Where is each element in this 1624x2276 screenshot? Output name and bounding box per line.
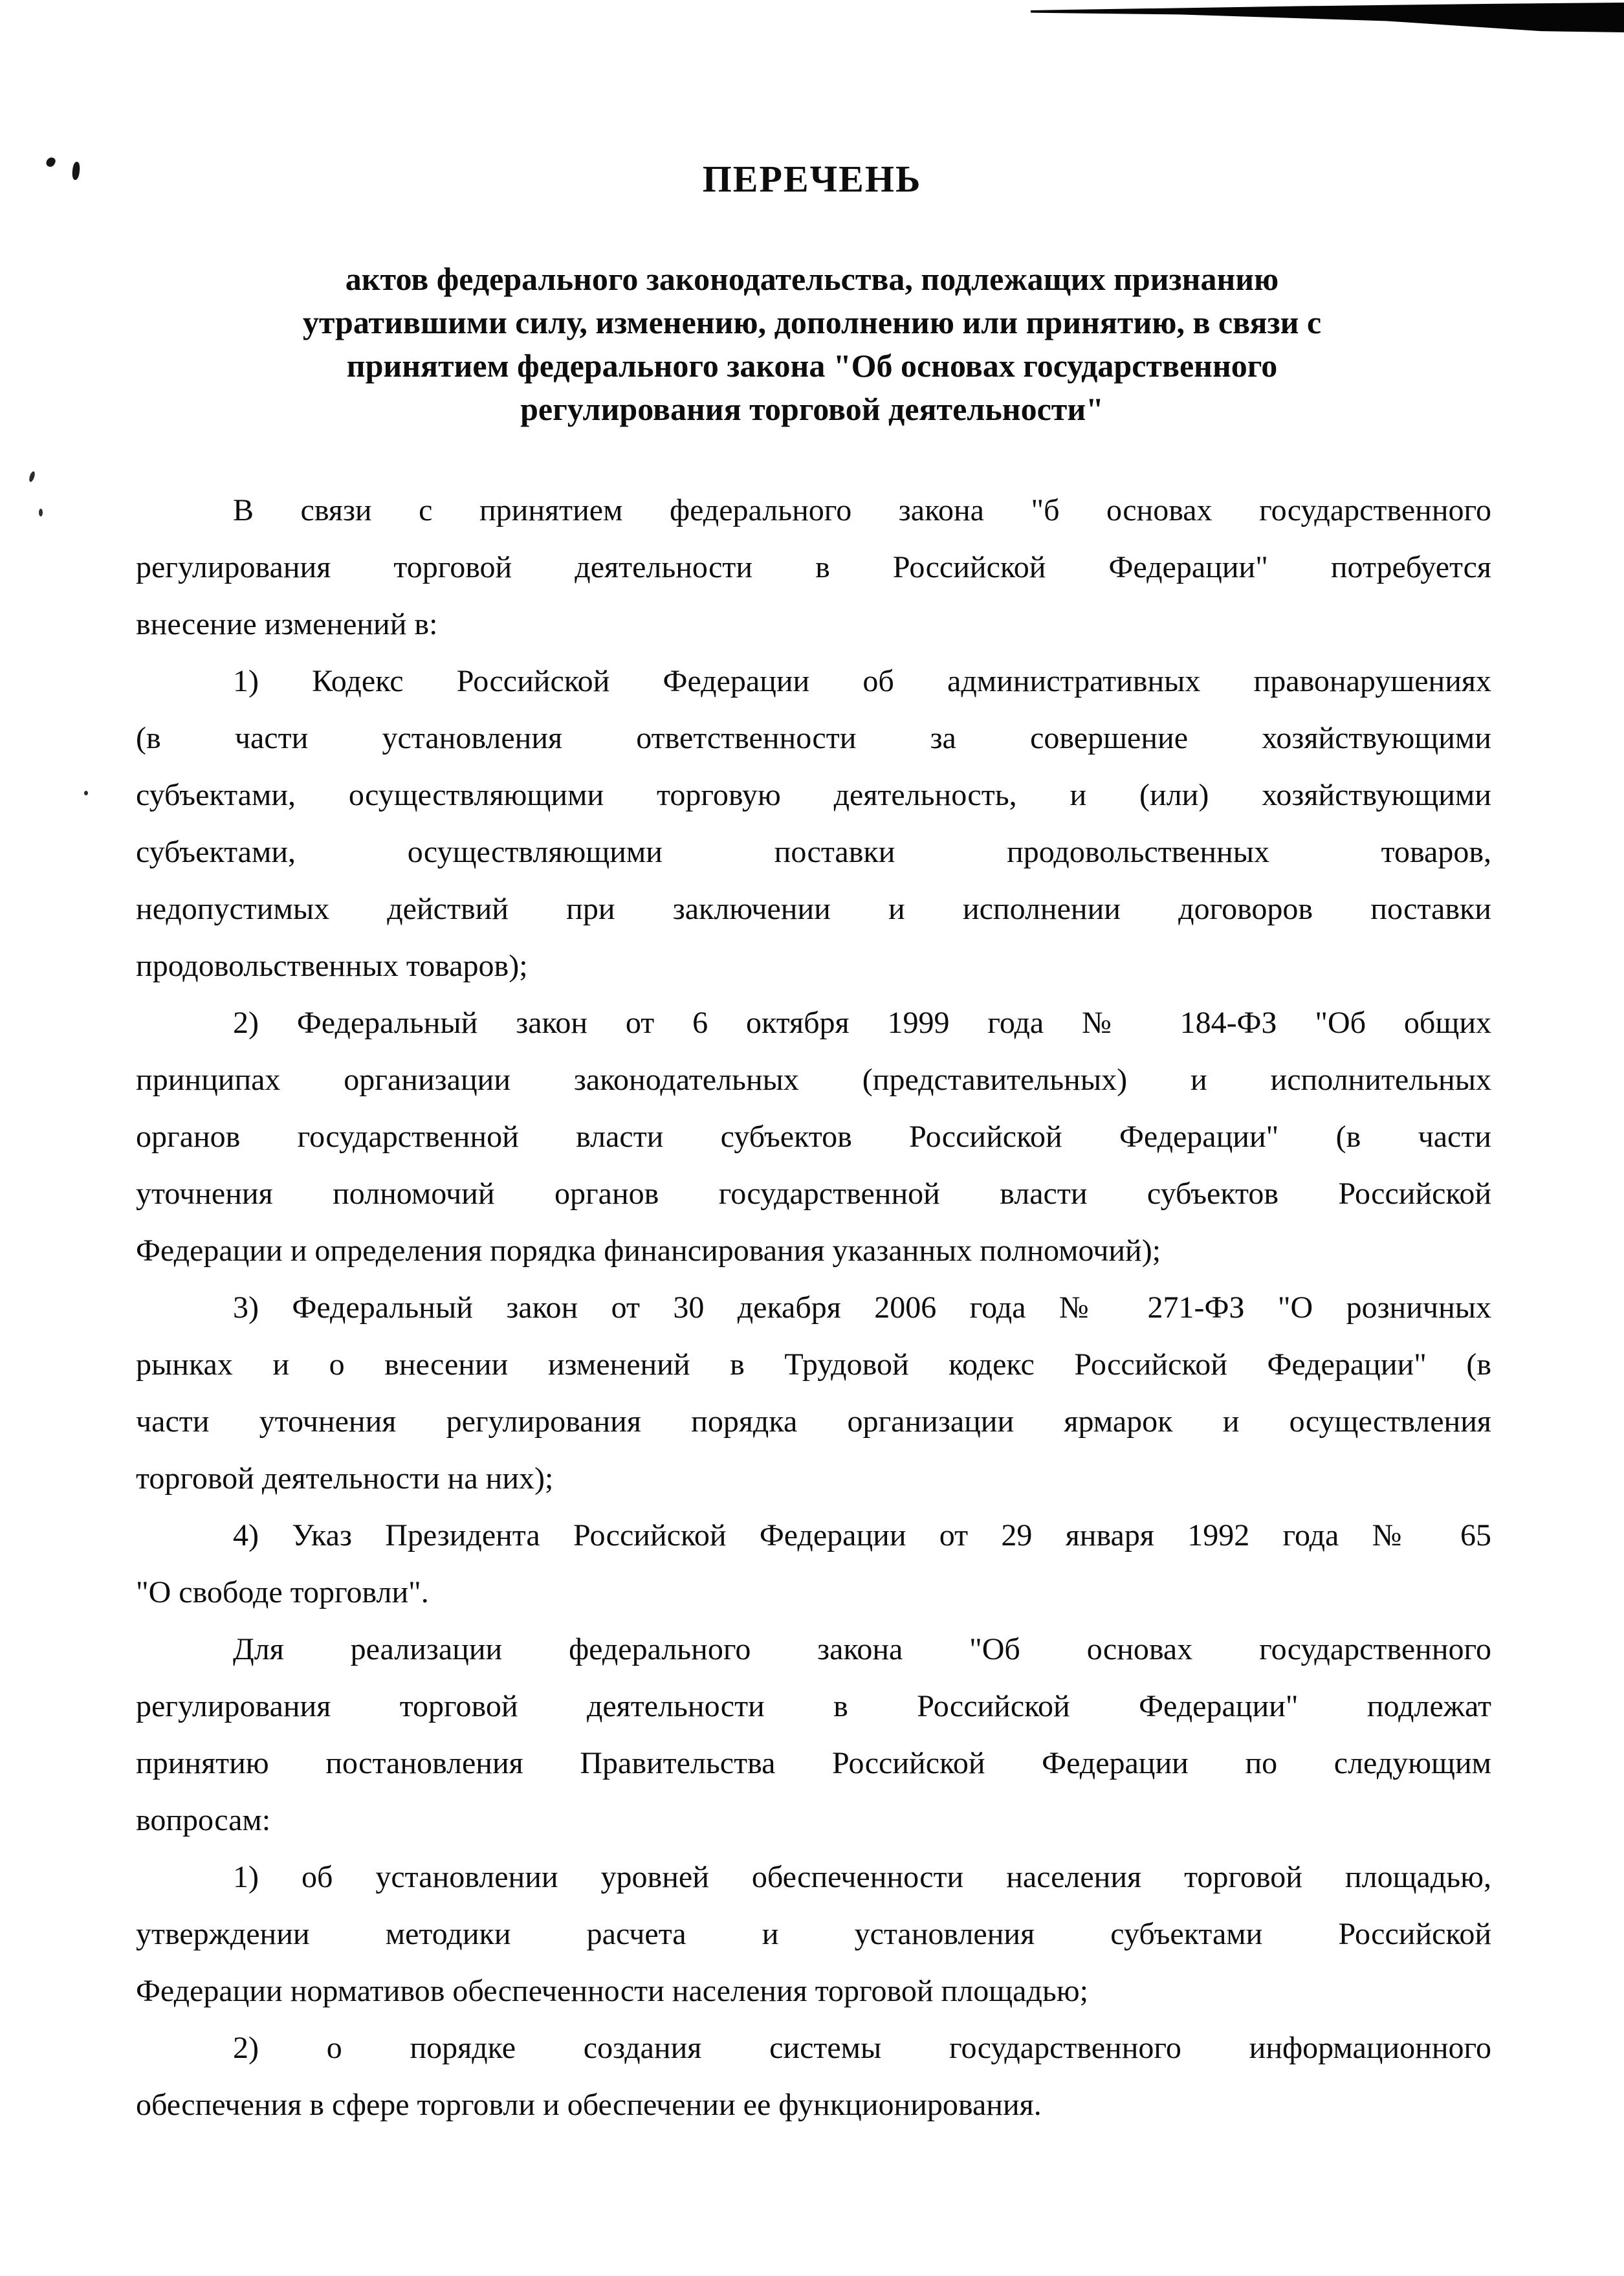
subtitle-line: утратившими силу, изменению, дополнению или принятию, в связи с xyxy=(302,304,1322,340)
paragraph-item-4 xyxy=(136,1507,1491,1621)
paragraph-question-1 xyxy=(136,1849,1491,2020)
scan-artifact-top-right xyxy=(1031,3,1624,32)
subtitle-line: принятием федерального закона "Об основах государственного xyxy=(346,348,1278,384)
paragraph-implementation xyxy=(136,1621,1491,1849)
text-line: уточнения полномочий органов государственной власти субъектов Российской xyxy=(136,1177,1491,1211)
text-line: торговой деятельности на них); xyxy=(136,1461,554,1496)
text-line: недопустимых действий при заключении и исполнении договоров поставки xyxy=(136,892,1491,926)
text-line: субъектами, осуществляющими поставки продовольственных товаров, xyxy=(136,835,1491,869)
text-line: 2) Федеральный закон от 6 октября 1999 года № 184-ФЗ "Об общих xyxy=(233,1006,1491,1040)
text-line: продовольственных товаров); xyxy=(136,949,528,983)
text-line: 3) Федеральный закон от 30 декабря 2006 года № 271-ФЗ "О розничных xyxy=(233,1290,1491,1325)
paragraph-item-3 xyxy=(136,1279,1491,1507)
text-line: регулирования торговой деятельности в Российской Федерации" подлежат xyxy=(136,1689,1491,1723)
text-line: органов государственной власти субъектов Российской Федерации" (в части xyxy=(136,1120,1491,1154)
text-line: 2) о порядке создания системы государственного информационного xyxy=(233,2031,1491,2065)
paragraph-item-1 xyxy=(136,653,1491,995)
document-subtitle xyxy=(230,258,1394,431)
ink-speck xyxy=(28,470,36,482)
subtitle-line: регулирования торговой деятельности" xyxy=(520,391,1104,427)
text-line: части уточнения регулирования порядка организации ярмарок и осуществления xyxy=(136,1404,1491,1439)
ink-speck xyxy=(39,509,43,516)
text-line: вопросам: xyxy=(136,1803,271,1837)
text-line: регулирования торговой деятельности в Российской Федерации" потребуется xyxy=(136,550,1491,584)
paragraph-intro xyxy=(136,482,1491,653)
text-line: субъектами, осуществляющими торговую деятельность, и (или) хозяйствующими xyxy=(136,778,1491,812)
text-line: 1) об установлении уровней обеспеченности населения торговой площадью, xyxy=(233,1860,1491,1894)
text-line: 4) Указ Президента Российской Федерации от 29 января 1992 года № 65 xyxy=(233,1518,1491,1552)
ink-speck xyxy=(84,791,88,795)
paragraph-item-2 xyxy=(136,995,1491,1279)
text-line: обеспечения в сфере торговли и обеспечении ее функционирования. xyxy=(136,2088,1042,2122)
text-line: принятию постановления Правительства Российской Федерации по следующим xyxy=(136,1746,1491,1780)
text-line: принципах организации законодательных (представительных) и исполнительных xyxy=(136,1063,1491,1097)
subtitle-line: актов федерального законодательства, подлежащих признанию xyxy=(345,261,1279,297)
paragraph-question-2 xyxy=(136,2020,1491,2134)
text-line: В связи с принятием федерального закона "б основах государственного xyxy=(233,493,1491,527)
text-line: 1) Кодекс Российской Федерации об административных правонарушениях xyxy=(233,664,1491,698)
document-title: ПЕРЕЧЕНЬ xyxy=(702,158,922,200)
text-line: рынках и о внесении изменений в Трудовой кодекс Российской Федерации" (в xyxy=(136,1347,1491,1382)
document-body xyxy=(136,482,1491,2134)
text-line: "О свободе торговли". xyxy=(136,1575,429,1609)
text-line: Федерации и определения порядка финансирования указанных полномочий); xyxy=(136,1233,1161,1268)
text-line: утверждении методики расчета и установления субъектами Российской xyxy=(136,1917,1491,1951)
text-line: (в части установления ответственности за совершение хозяйствующими xyxy=(136,721,1491,755)
text-line: Для реализации федерального закона "Об основах государственного xyxy=(233,1632,1491,1666)
text-line: Федерации нормативов обеспеченности населения торговой площадью; xyxy=(136,1974,1088,2008)
text-line: внесение изменений в: xyxy=(136,607,438,641)
